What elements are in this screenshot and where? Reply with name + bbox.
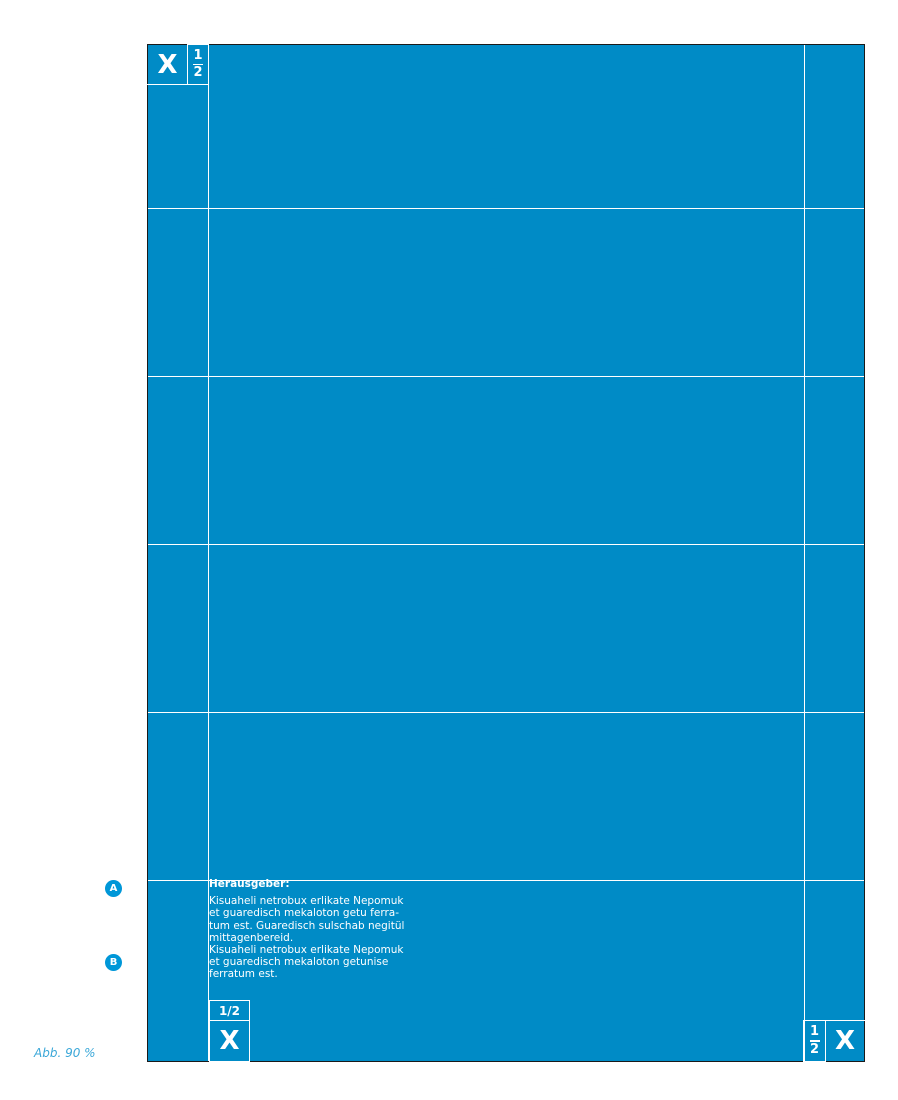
imprint-line: et guaredisch mekaloton getu ferra- bbox=[209, 907, 399, 920]
top-left-logo-x: X bbox=[148, 45, 187, 84]
grid-row-line-2 bbox=[148, 376, 864, 377]
figure-caption: Abb. 90 % bbox=[34, 1046, 96, 1060]
fraction-numerator: 1 bbox=[193, 47, 203, 63]
bottom-left-logo-x: X bbox=[210, 1021, 249, 1061]
grid-row-line-4 bbox=[148, 712, 864, 713]
imprint-line: et guaredisch mekaloton getunise bbox=[209, 956, 389, 969]
marker-b: B bbox=[105, 954, 122, 971]
imprint-line: ferratum est. bbox=[209, 968, 278, 981]
bottom-left-fraction: 1/2 bbox=[218, 1003, 241, 1018]
fraction-numerator: 1 bbox=[809, 1024, 820, 1040]
bottom-right-fraction bbox=[804, 1021, 825, 1061]
grid-row-line-3 bbox=[148, 544, 864, 545]
imprint-line: Kisuaheli netrobux erlikate Nepomuk bbox=[209, 944, 404, 957]
bottom-right-logo-x: X bbox=[826, 1021, 864, 1061]
top-left-fraction bbox=[188, 45, 208, 84]
imprint-line: tum est. Guaredisch sulschab negitül bbox=[209, 919, 405, 932]
fraction-denominator: 2 bbox=[193, 65, 203, 81]
imprint-heading: Herausgeber: bbox=[209, 878, 290, 890]
marker-a: A bbox=[105, 880, 122, 897]
imprint-block bbox=[209, 878, 419, 981]
grid-column-line-right bbox=[804, 45, 805, 1061]
grid-row-line-1 bbox=[148, 208, 864, 209]
imprint-line: mittagenbereid. bbox=[209, 931, 294, 944]
imprint-line: Kisuaheli netrobux erlikate Nepomuk bbox=[209, 895, 404, 908]
fraction-denominator: 2 bbox=[809, 1041, 820, 1057]
